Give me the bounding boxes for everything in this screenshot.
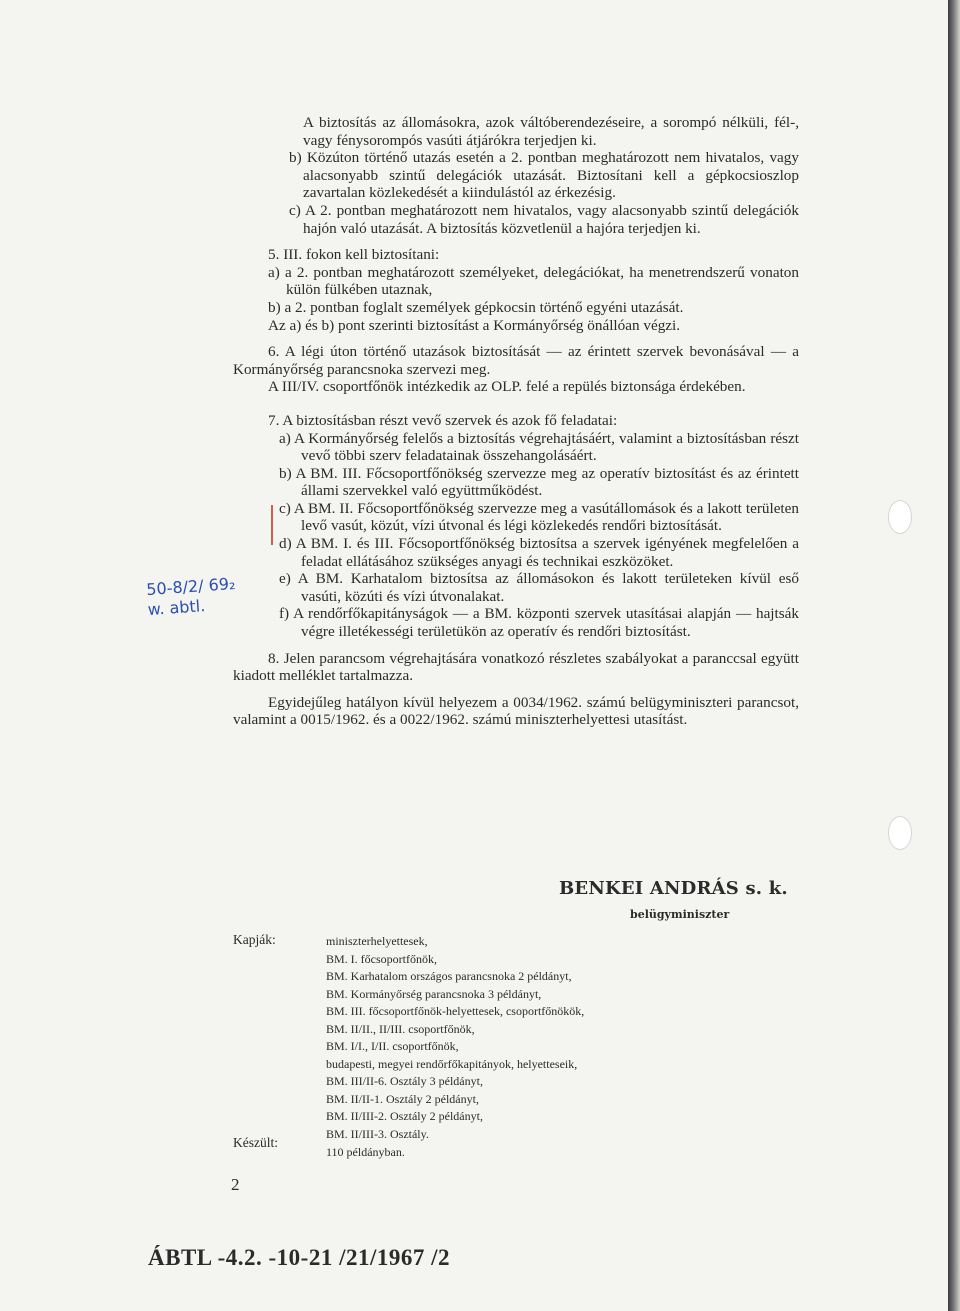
paragraph-5: 5. III. fokon kell biztosítani: bbox=[268, 246, 440, 264]
made-value: 110 példányban. bbox=[326, 1144, 405, 1159]
handwritten-line-2: w. abtl. bbox=[147, 596, 206, 620]
page-number: 2 bbox=[231, 1175, 240, 1194]
made-label: Készült: bbox=[233, 1135, 278, 1150]
paragraph-7a: a) A Kormányőrség felelős a biztosítás végrehajtásáért, valamint a biztosításban részt vevő többi szerv feladatainak összehangolásáért. bbox=[279, 429, 799, 465]
signature-name: BENKEI ANDRÁS s. k. bbox=[559, 878, 788, 899]
paragraph-6-note: A III/IV. csoportfőnök intézkedik az OLP. felé a repülés biztonsága érdekében. bbox=[268, 378, 746, 396]
paragraph-5b: b) a 2. pontban foglalt személyek gépkocsin történő egyéni utazását. bbox=[268, 298, 684, 316]
paragraph-8: 8. Jelen parancsom végrehajtására vonatkozó részletes szabályokat a paranccsal együtt kiadott melléklet tartalmazza. bbox=[233, 649, 799, 685]
paragraph-7f: f) A rendőrfőkapitányságok — a BM. központi szervek utasításai alapján — hajtsák végre illetékességi területükön az operatív és rendőri biztosítást. bbox=[279, 605, 799, 641]
signature-title: belügyminiszter bbox=[630, 908, 730, 921]
distribution-item: BM. II/III-3. Osztály. bbox=[326, 1127, 429, 1142]
paragraph-7e: e) A BM. Karhatalom biztosítsa az állomásokon és lakott területeken kívül eső vasúti, közúti és vízi útvonalakat. bbox=[279, 570, 799, 605]
paragraph-7b: b) A BM. III. Főcsoportfőnökség szervezze meg az operatív biztosítást és az érintett állami szervekkel való együttműködést. bbox=[279, 464, 799, 500]
paragraph-repeal: Egyidejűleg hatályon kívül helyezem a 0034/1962. számú belügyminiszteri parancsot, valamint a 0015/1962. és a 0022/1962. számú miniszterhelyettesi utasítást. bbox=[233, 693, 799, 729]
distribution-item: BM. Kormányőrség parancsnoka 3 példányt, bbox=[326, 986, 542, 1001]
handwritten-line-1: 50-8/2/ 69₂ bbox=[145, 573, 236, 600]
distribution-item: BM. III. főcsoportfőnök-helyettesek, csoportfőnökök, bbox=[326, 1004, 585, 1019]
paragraph-6: 6. A légi úton történő utazások biztosítását — az érintett szervek bevonásával — a Kormányőrség parancsnoka szervezi meg. bbox=[233, 343, 799, 378]
paragraph-7: 7. A biztosításban részt vevő szervek és azok fő feladatai: bbox=[268, 411, 618, 429]
paragraph-5-note: Az a) és b) pont szerinti biztosítást a Kormányőrség önállóan végzi. bbox=[268, 316, 681, 334]
paragraph-7c: c) A BM. II. Főcsoportfőnökség szervezze meg a vasútállomások és a lakott területen levő vasút, közút, vízi útvonal és légi közlekedés rendőri biztosítását. bbox=[279, 499, 799, 535]
distribution-item: BM. II/II., II/III. csoportfőnök, bbox=[326, 1021, 475, 1036]
distribution-item: BM. I. főcsoportfőnök, bbox=[326, 951, 437, 966]
distribution-label: Kapják: bbox=[233, 932, 276, 947]
distribution-item: BM. III/II-6. Osztály 3 példányt, bbox=[326, 1074, 483, 1089]
distribution-item: BM. Karhatalom országos parancsnoka 2 példányt, bbox=[326, 969, 572, 984]
distribution-item: budapesti, megyei rendőrfőkapitányok, helyetteseik, bbox=[326, 1056, 578, 1071]
distribution-list bbox=[326, 933, 584, 1161]
document-body bbox=[233, 114, 799, 729]
archive-reference: ÁBTL -4.2. -10-21 /21/1967 /2 bbox=[148, 1245, 451, 1270]
paragraph-7d: d) A BM. I. és III. Főcsoportfőnökség biztosítsa a szervek igényének megfelelően a feladat ellátásához szükséges anyagi és technikai eszközöket. bbox=[279, 535, 799, 570]
paragraph-5a: a) a 2. pontban meghatározott személyeket, delegációkat, ha menetrendszerű vonaton külön fülkében utaznak, bbox=[268, 263, 799, 299]
handwritten-note bbox=[146, 574, 238, 620]
distribution-item: BM. II/III-2. Osztály 2 példányt, bbox=[326, 1109, 483, 1124]
punch-hole-upper bbox=[888, 500, 912, 534]
punch-hole-lower bbox=[888, 816, 912, 850]
distribution-item: BM. I/I., I/II. csoportfőnök, bbox=[326, 1039, 459, 1054]
distribution-item: BM. II/II-1. Osztály 2 példányt, bbox=[326, 1091, 479, 1106]
paragraph-a-cont: A biztosítás az állomásokra, azok váltóberendezéseire, a sorompó nélküli, fél-, vagy fénysorompós vasúti átjárókra terjedjen ki. bbox=[303, 114, 799, 149]
scan-edge bbox=[948, 0, 960, 1311]
distribution-item: miniszterhelyettesek, bbox=[326, 934, 428, 948]
paragraph-4c: c) A 2. pontban meghatározott nem hivatalos, vagy alacsonyabb szintű delegációk hajón való utazását. A biztosítás közvetlenül a hajóra terjedjen ki. bbox=[289, 201, 799, 237]
paragraph-4b: b) Közúton történő utazás esetén a 2. pontban meghatározott nem hivatalos, vagy alacsonyabb szintű delegációk utazását. Biztosítani kell a gépkocsioszlop zavartalan közlekedését a kiindulástól az érkezésig. bbox=[289, 149, 799, 202]
